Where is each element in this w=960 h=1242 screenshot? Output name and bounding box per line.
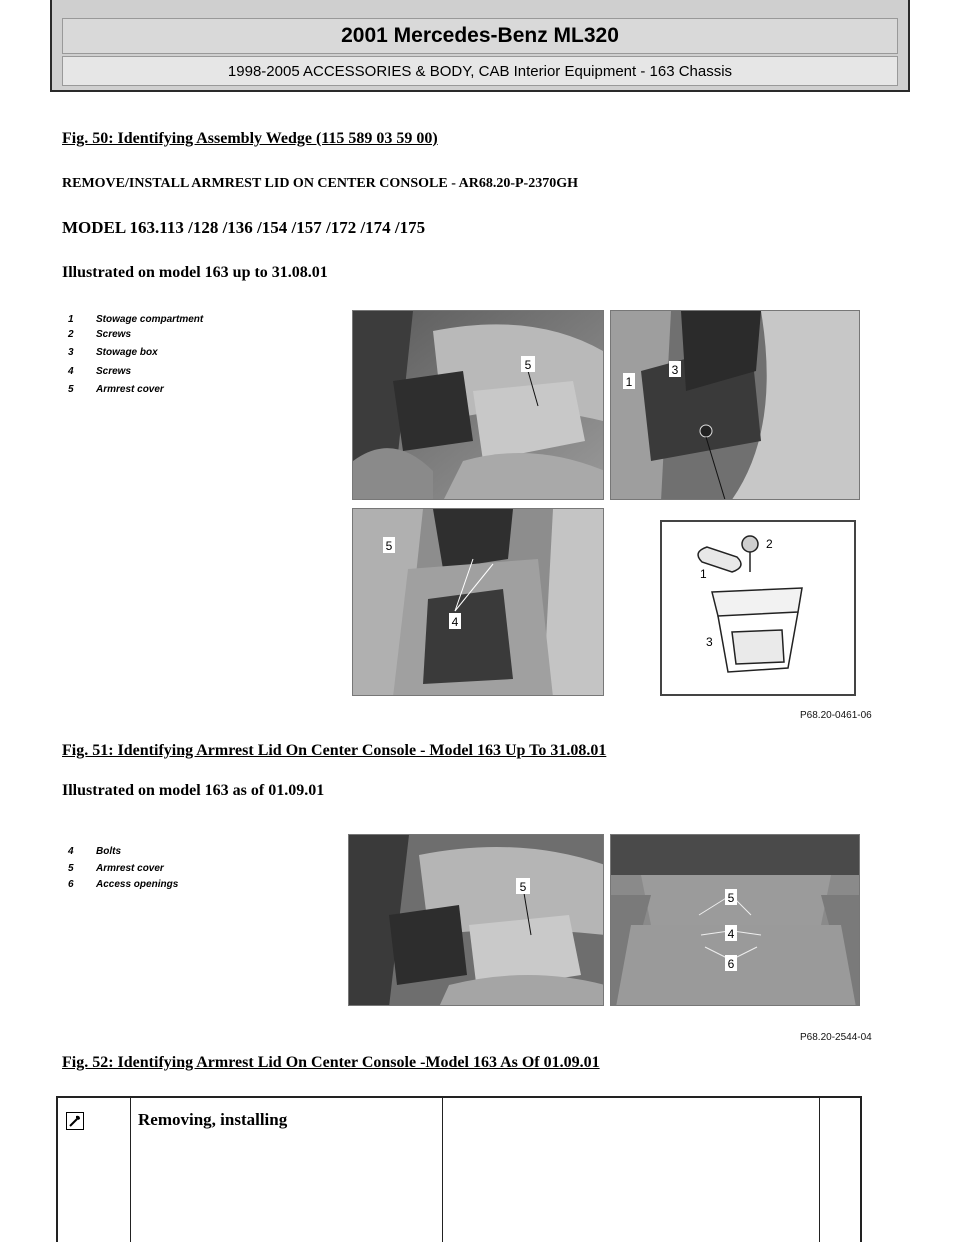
- fig51-caption: Fig. 51: Identifying Armrest Lid On Center Console - Model 163 Up To 31.08.01: [62, 742, 607, 759]
- model-line: MODEL 163.113 /128 /136 /154 /157 /172 /174 /175: [62, 218, 426, 237]
- callout-1: 1: [625, 375, 633, 389]
- legend-item: 5 Armrest cover: [68, 862, 164, 874]
- callout-3: 3: [671, 363, 679, 377]
- callout-5: 5: [524, 358, 532, 372]
- illustrated-note-1: Illustrated on model 163 up to 31.08.01: [62, 264, 328, 281]
- figure-code: P68.20-2544-04: [800, 1032, 872, 1043]
- header-subtitle: 1998-2005 ACCESSORIES & BODY, CAB Interior Equipment - 163 Chassis: [62, 56, 898, 86]
- armrest-underside-photo: [610, 834, 860, 1006]
- table-label-cell: [130, 1098, 443, 1242]
- procedure-table: [56, 1096, 862, 1242]
- parts-detail: [660, 520, 856, 696]
- callout-6: 6: [727, 957, 735, 971]
- fig51-legend: [68, 313, 203, 398]
- callout-5: 5: [385, 539, 393, 553]
- callout-2: 2: [766, 537, 773, 551]
- legend-item: 4 Bolts: [68, 846, 121, 857]
- legend-item: 6 Access openings: [68, 879, 179, 890]
- fig52-legend: [68, 845, 178, 893]
- page-header: [50, 0, 910, 92]
- procedure-title: REMOVE/INSTALL ARMREST LID ON CENTER CONSOLE - AR68.20-P-2370GH: [62, 176, 578, 191]
- legend-item: 5 Armrest cover: [68, 384, 164, 395]
- table-icon-cell: [58, 1098, 131, 1242]
- fig52-caption: Fig. 52: Identifying Armrest Lid On Center Console -Model 163 As Of 01.09.01: [62, 1054, 600, 1071]
- legend-item: 1 Stowage compartment: [68, 314, 204, 325]
- callout-5: 5: [519, 880, 527, 894]
- legend-item: 4 Screws: [68, 365, 132, 377]
- console-open-photo: [352, 508, 604, 696]
- figure-code: P68.20-0461-06: [800, 710, 872, 721]
- callout-1: 1: [700, 567, 707, 581]
- legend-item: 2 Screws: [68, 328, 132, 340]
- table-row-label: Removing, installing: [138, 1110, 288, 1129]
- fig50-caption: Fig. 50: Identifying Assembly Wedge (115 589 03 59 00): [62, 130, 438, 147]
- console-photo: [352, 310, 604, 500]
- legend-item: 3 Stowage box: [68, 347, 158, 358]
- console-photo-2: [348, 834, 604, 1006]
- callout-4: 4: [727, 927, 735, 941]
- callout-5: 5: [727, 891, 735, 905]
- callout-3: 3: [706, 635, 713, 649]
- illustrated-note-2: Illustrated on model 163 as of 01.09.01: [62, 782, 325, 799]
- wrench-icon: [66, 1112, 84, 1130]
- table-divider: [819, 1098, 820, 1242]
- header-title: 2001 Mercedes-Benz ML320: [62, 18, 898, 54]
- stowage-photo: [610, 310, 860, 500]
- callout-4: 4: [451, 615, 459, 629]
